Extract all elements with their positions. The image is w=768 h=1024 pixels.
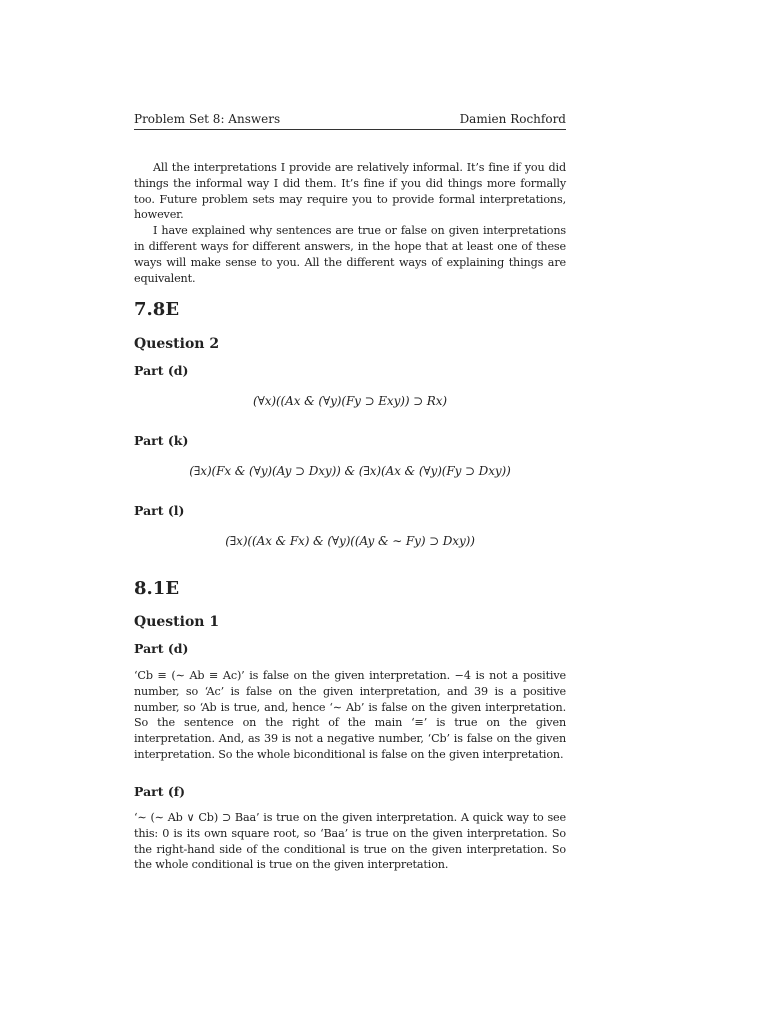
part-f-answer-block xyxy=(134,810,566,873)
part-k-title: Part (k) xyxy=(134,433,189,448)
header-title: Problem Set 8: Answers xyxy=(134,112,281,126)
intro-paragraph-1: All the interpretations I provide are relatively informal. It’s fine if you did things the informal way I did them. It’s fine if you did things more formally too. Future problem sets may require you to provide formal interpretations, however. xyxy=(134,161,566,222)
part-d-answer: ‘Cb ≡ (∼ Ab ≡ Ac)’ is false on the given interpretation. −4 is not a positive number, so ‘Ac’ is false on the given interpretation, and 39 is a positive number, so ‘Ab is true, and, hence ‘∼ Ab’ is false on the given interpretation. So the sentence on the right of the main ‘≡’ is true on the given interpretation. And, as 39 is not a negative number, ‘Cb’ is false on the given interpretation. So the whole biconditional is false on the given interpretation. xyxy=(134,669,566,761)
part-d-title-8-1e: Part (d) xyxy=(134,641,189,656)
part-l-formula: (∃x)((Ax & Fx) & (∀y)((Ay & ∼ Fy) ⊃ Dxy)) xyxy=(225,534,475,548)
part-d-formula: (∀x)((Ax & (∀y)(Fy ⊃ Exy)) ⊃ Rx) xyxy=(253,394,447,408)
intro-paragraph-2: I have explained why sentences are true or false on given interpretations in different ways for different answers, in the hope that at least one of these ways will make sense to you. All the different ways of explaining things are equivalent. xyxy=(134,224,566,285)
intro-block xyxy=(134,160,566,286)
part-d-answer-block xyxy=(134,668,566,763)
header-author: Damien Rochford xyxy=(459,112,566,126)
part-k-formula: (∃x)(Fx & (∀y)(Ay ⊃ Dxy)) & (∃x)(Ax & (∀y)(Fy ⊃ Dxy)) xyxy=(189,464,511,478)
part-l-title: Part (l) xyxy=(134,503,185,518)
question-1-title: Question 1 xyxy=(134,614,220,630)
section-title-7-8e: 7.8E xyxy=(134,299,180,320)
question-2-title: Question 2 xyxy=(134,336,220,352)
running-header xyxy=(134,111,566,130)
part-d-title: Part (d) xyxy=(134,363,189,378)
part-f-title: Part (f) xyxy=(134,784,186,799)
section-title-8-1e: 8.1E xyxy=(134,578,180,599)
part-f-answer: ‘∼ (∼ Ab ∨ Cb) ⊃ Baa’ is true on the given interpretation. A quick way to see this: 0 is its own square root, so ‘Baa’ is true on the given interpretation. So the right-hand side of the conditional is true on the given interpretation. So the whole conditional is true on the given interpretation. xyxy=(134,811,566,872)
